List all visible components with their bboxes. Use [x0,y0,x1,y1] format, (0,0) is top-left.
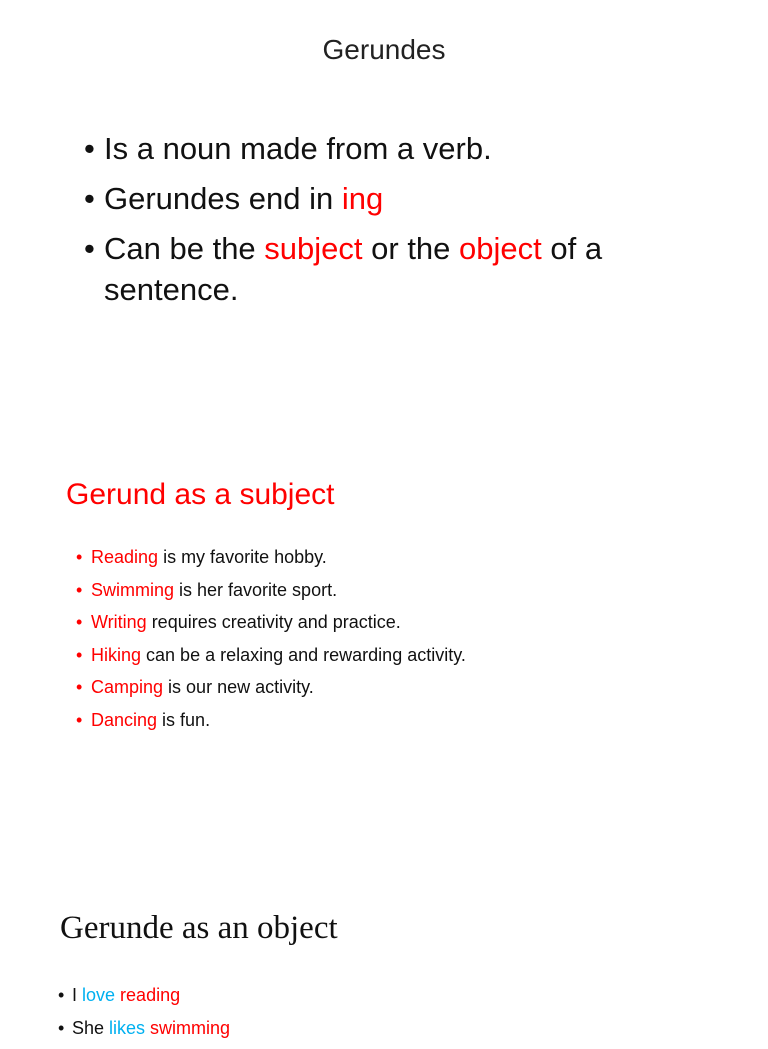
bullet-icon: • [76,644,83,665]
gerund-word: Swimming [91,579,175,600]
list-item [76,709,716,731]
bullet-icon: • [76,709,83,730]
subject-word: She [72,1018,110,1038]
bullet-icon: • [58,985,65,1005]
gerund-word: reading [115,985,181,1005]
item-text: can be a relaxing and rewarding activity. [141,644,466,665]
verb-word: likes [109,1018,146,1038]
item-text: of a sentence. [104,231,603,307]
bullet-icon: • [84,231,95,266]
bullet-icon: • [76,547,83,567]
item-text: Is a noun made from a verb. [104,131,492,166]
bullet-icon: • [76,612,83,632]
bullet-icon: • [76,677,83,697]
item-text: is her favorite sport. [174,579,338,600]
list-item [76,676,716,698]
list-item [84,128,724,169]
gerund-word: Dancing [91,709,158,730]
slide-title: Gerundes [322,34,446,65]
item-text: Can be the [104,231,265,266]
gerund-word: swimming [145,1018,231,1038]
definition-list [84,128,724,319]
bullet-icon: • [84,131,95,166]
item-text: Gerundes end in [104,181,342,216]
list-item [76,611,716,633]
item-text: requires creativity and practice. [146,612,401,632]
item-text: is my favorite hobby. [158,547,327,567]
list-item [84,228,724,310]
object-examples-list [58,983,230,1049]
list-item [76,579,716,601]
subject-examples-list [76,546,716,741]
gerund-word: Reading [91,547,159,567]
list-item [58,983,230,1008]
bullet-icon: • [58,1018,65,1038]
gerund-word: Writing [91,612,147,632]
gerund-word: Camping [91,677,164,697]
section-title-object: Gerunde as an object [60,910,338,946]
list-item [58,1016,230,1041]
item-text: is fun. [157,709,211,730]
bullet-icon: • [84,181,95,216]
list-item [84,178,724,219]
highlight-object: object [459,231,542,266]
gerund-word: Hiking [91,644,142,665]
list-item [76,644,716,666]
subject-word: I [72,985,83,1005]
verb-word: love [82,985,116,1005]
item-text: or the [362,231,460,266]
section-title-subject: Gerund as a subject [66,478,335,511]
list-item [76,546,716,568]
highlight-subject: subject [264,231,363,266]
item-text: is our new activity. [163,677,314,697]
slide-gerundes-definition [0,0,768,440]
highlight-ing: ing [341,181,384,216]
bullet-icon: • [76,579,83,600]
